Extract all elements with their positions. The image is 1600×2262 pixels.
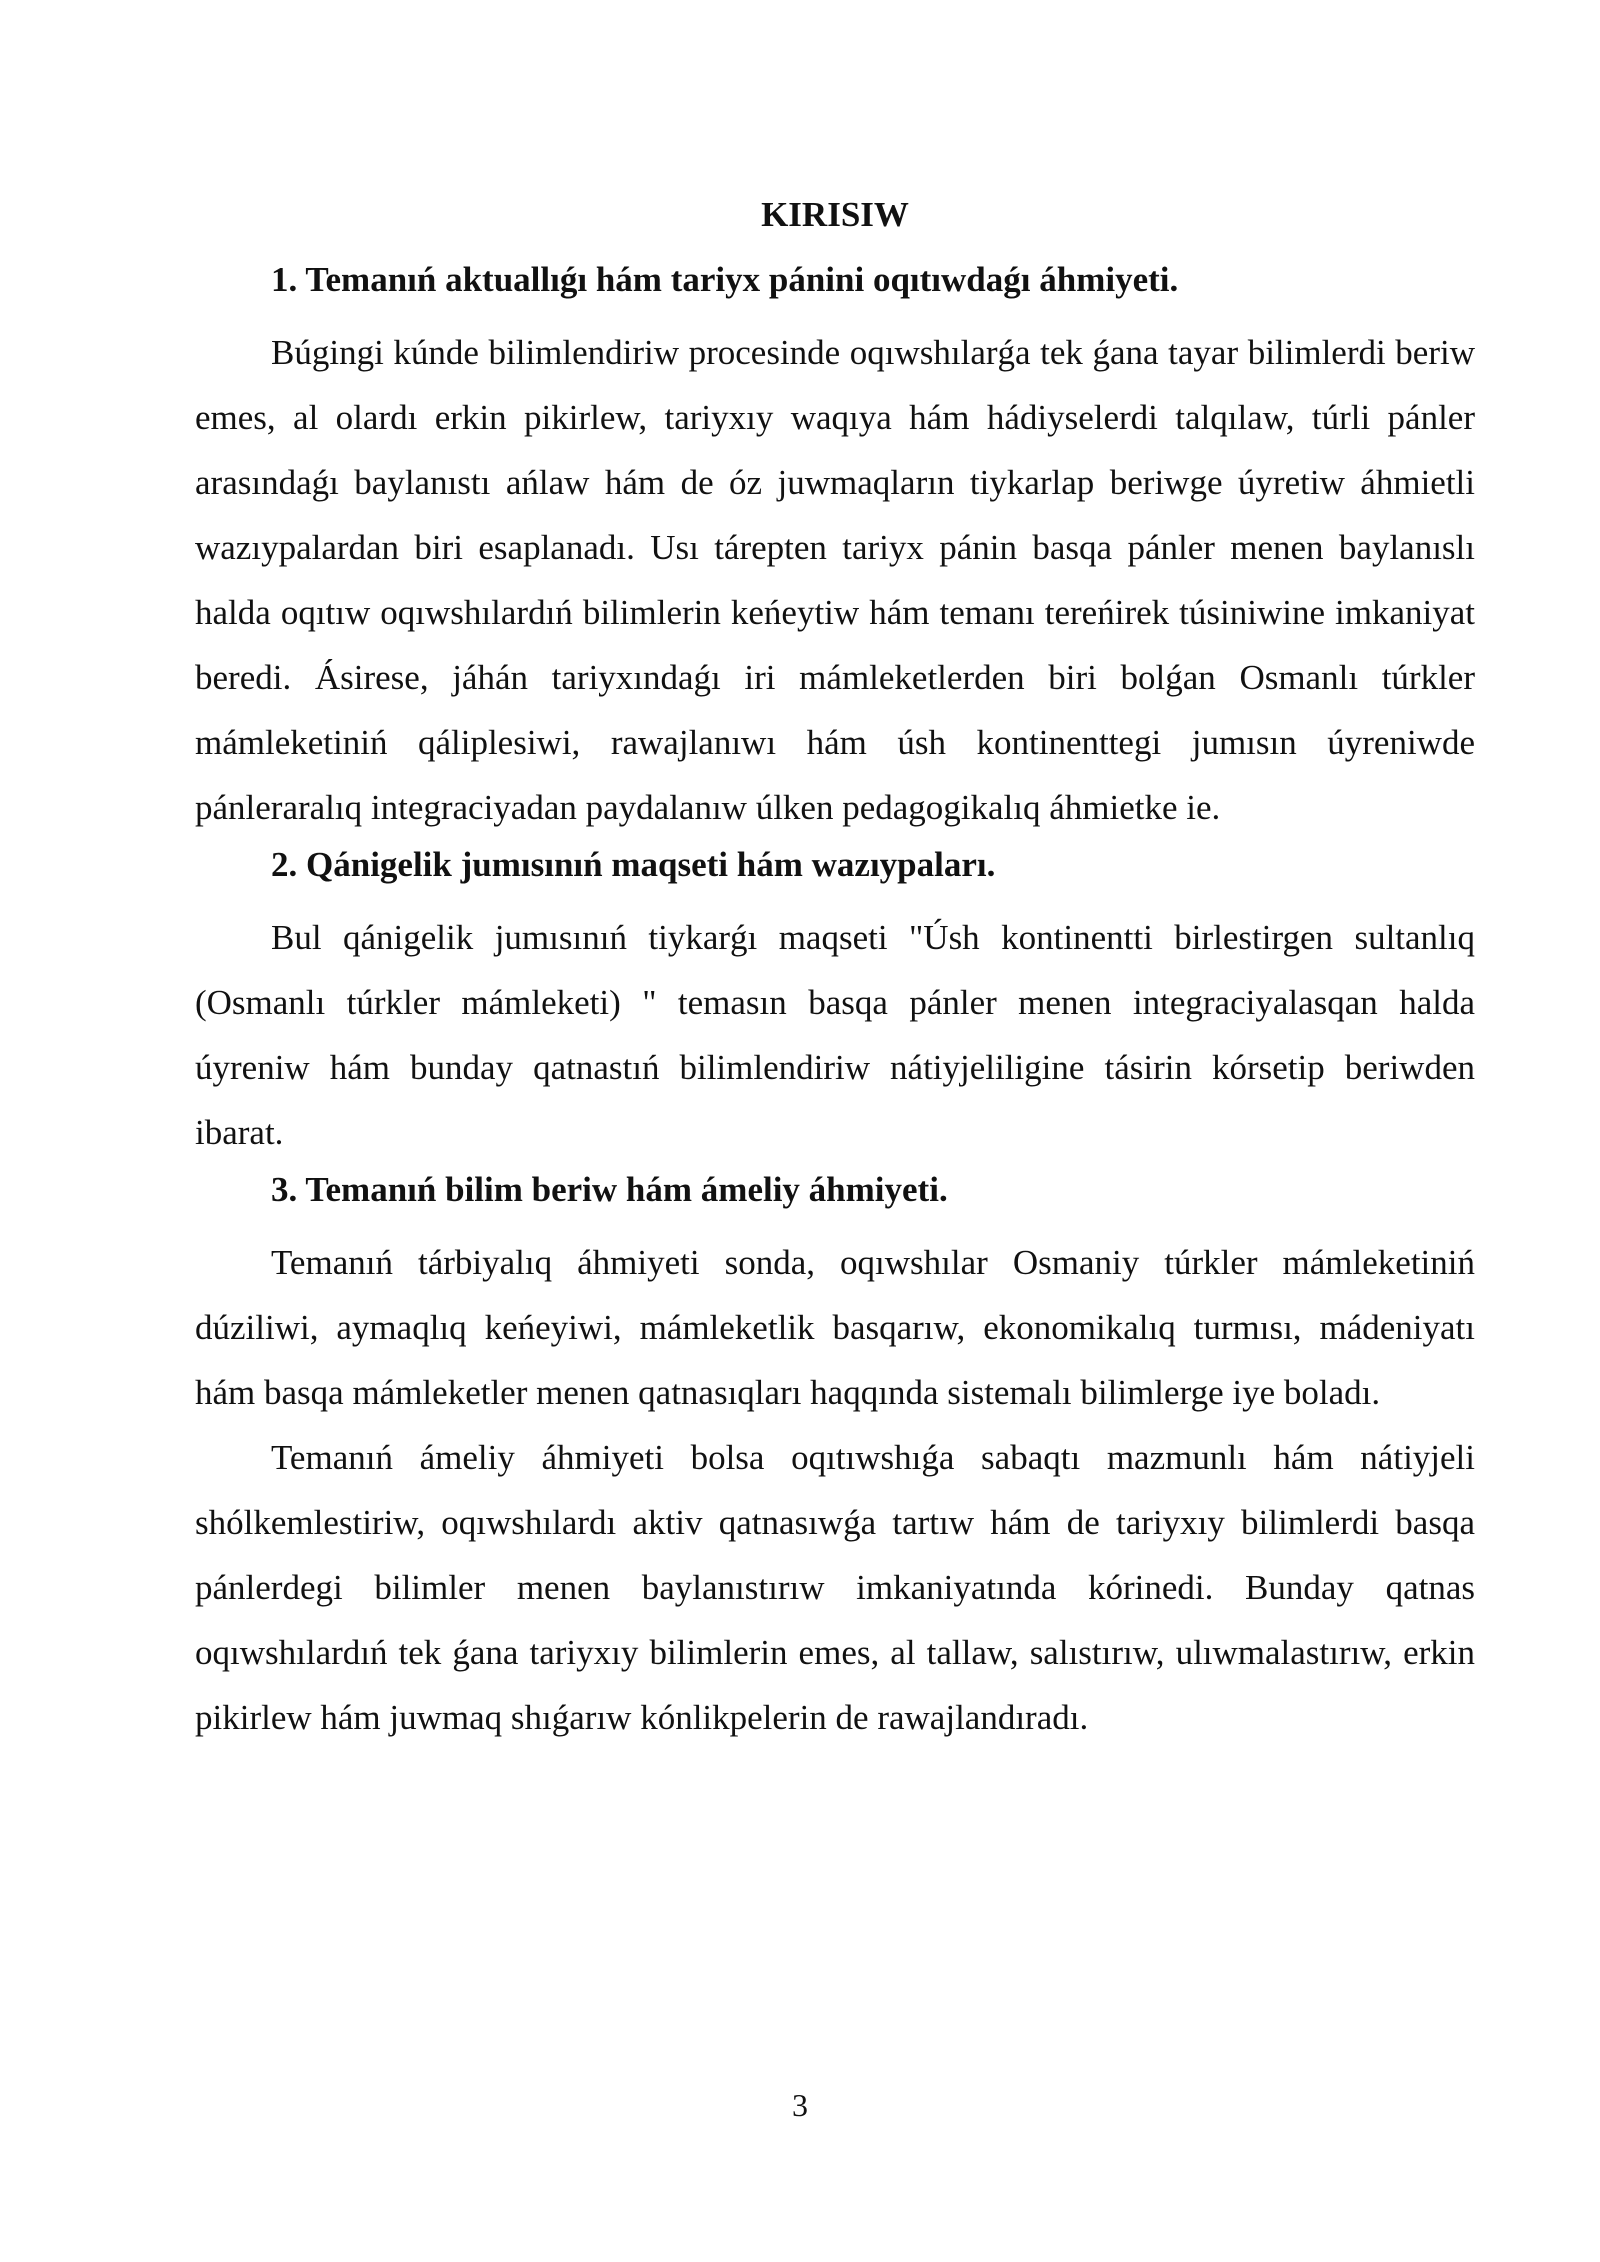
page-number: 3 bbox=[792, 2087, 808, 2123]
section-3-paragraph-1: Temanıń tárbiyalıq áhmiyeti sonda, oqıwshılar Osmaniy túrkler mámleketiniń dúziliwi, aymaqlıq keńeyiwi, mámleketlik basqarıw, ekonomikalıq turmısı, mádeniyatı hám basqa mámleketler menen qatnasıqları haqqında sistemalı bilimlerge iye boladı. bbox=[195, 1243, 1475, 1412]
section-3-paragraph-2: Temanıń ámeliy áhmiyeti bolsa oqıtıwshıǵa sabaqtı mazmunlı hám nátiyjeli shólkemlestiriw, oqıwshılardı aktiv qatnasıwǵa tartıw hám de tariyxıy bilimlerdi basqa pánlerdegi bilimler menen baylanıstırıw imkaniyatında kórinedi. Bunday qatnas oqıwshılardıń tek ǵana tariyxıy bilimlerin emes, al tallaw, salıstırıw, ulıwmalastırıw, erkin pikirlew hám juwmaq shıǵarıw kónlikpelerin de rawajlandıradı. bbox=[195, 1438, 1475, 1737]
section-heading-2: 2. Qánigelik jumısınıń maqseti hám wazıypaları. bbox=[271, 845, 996, 884]
section-2-paragraph-1: Bul qánigelik jumısınıń tiykarǵı maqseti "Úsh kontinentti birlestirgen sultanlıq (Osmanlı túrkler mámleketi) " temasın basqa pánler menen integraciyalasqan halda úyreniw hám bunday qatnastıń bilimlendiriw nátiyjeliligine tásirin kórsetip beriwden ibarat. bbox=[195, 918, 1475, 1152]
page-title: KIRISIW bbox=[761, 195, 909, 234]
section-heading-3: 3. Temanıń bilim beriw hám ámeliy áhmiyeti. bbox=[271, 1170, 948, 1209]
section-1-paragraph-1: Búgingi kúnde bilimlendiriw procesinde oqıwshılarǵa tek ǵana tayar bilimlerdi beriw emes, al olardı erkin pikirlew, tariyxıy waqıya hám hádiyselerdi talqılaw, túrli pánler arasındaǵı baylanıstı ańlaw hám de óz juwmaqların tiykarlap beriwge úyretiw áhmietli wazıypalardan biri esaplanadı. Usı tárepten tariyx pánin basqa pánler menen baylanıslı halda oqıtıw oqıwshılardıń bilimlerin keńeytiw hám temanı tereńirek túsiniwine imkaniyat beredi. Ásirese, jáhán tariyxındaǵı iri mámleketlerden biri bolǵan Osmanlı túrkler mámleketiniń qáliplesiwi, rawajlanıwı hám úsh kontinenttegi jumısın úyreniwde pánleraralıq integraciyadan paydalanıw úlken pedagogikalıq áhmietke ie. bbox=[195, 333, 1475, 827]
section-heading-1: 1. Temanıń aktuallıǵı hám tariyx pánini oqıtıwdaǵı áhmiyeti. bbox=[271, 260, 1179, 299]
document-page bbox=[195, 190, 1475, 1750]
